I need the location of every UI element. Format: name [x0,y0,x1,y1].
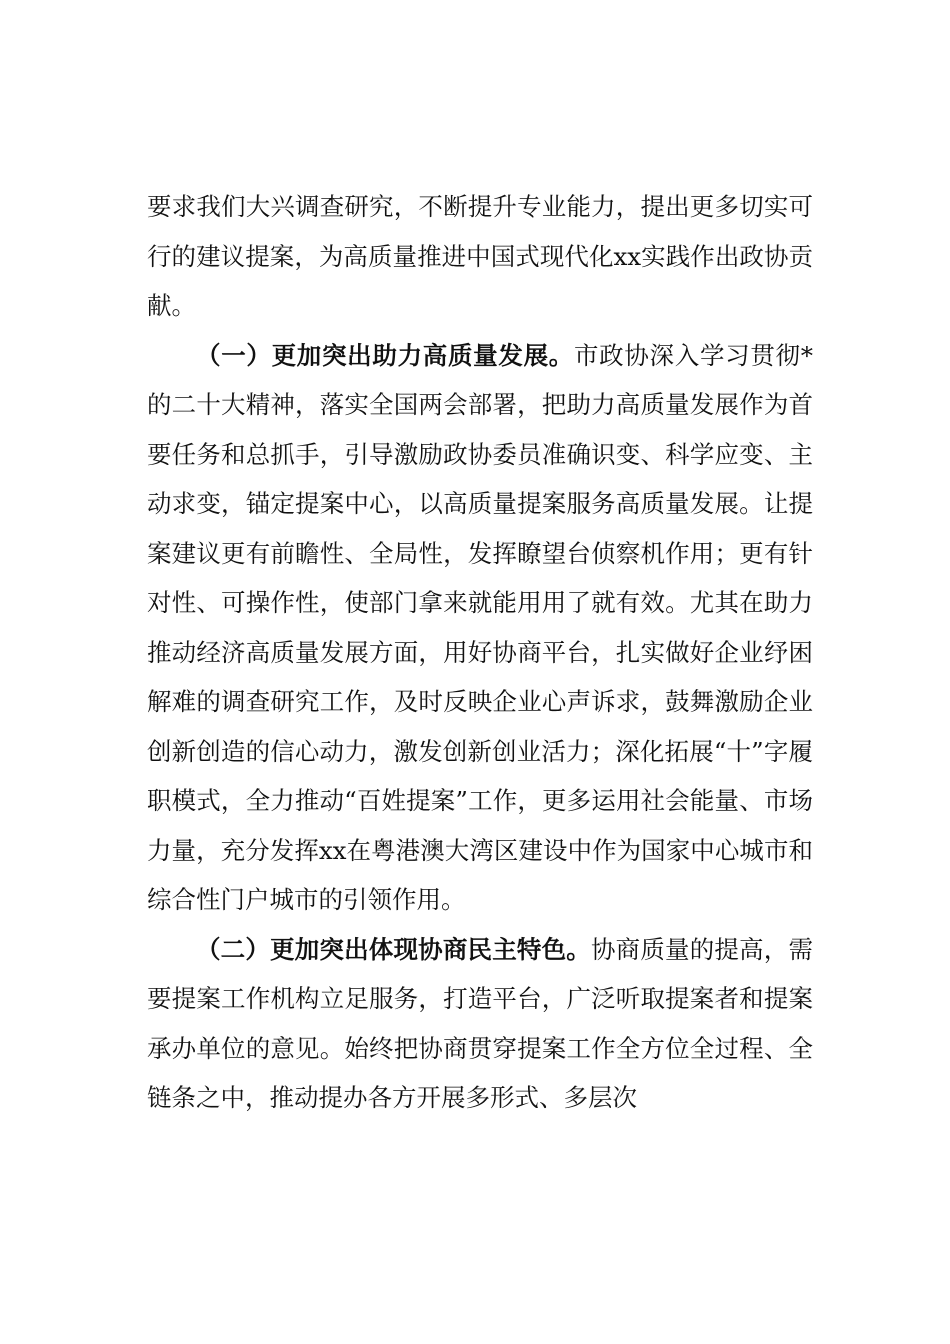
paragraph-text: 协商质量的提高，需要提案工作机构立足服务，打造平台，广泛听取提案者和提案承办单位的意见。始终把协商贯穿提案工作全方位全过程、全链条之中，推动提办各方开展多形式、多层次 [147,934,813,1112]
paragraph-section-one [147,331,813,925]
document-body [147,182,813,1123]
paragraph-text: 市政协深入学习贯彻*的二十大精神，落实全国两会部署，把助力高质量发展作为首要任务和总抓手，引导激励政协委员准确识变、科学应变、主动求变，锚定提案中心，以高质量提案服务高质量发展。让提案建议更有前瞻性、全局性，发挥瞭望台侦察机作用；更有针对性、可操作性，使部门拿来就能用用了就有效。尤其在助力推动经济高质量发展方面，用好协商平台，扎实做好企业纾困解难的调查研究工作，及时反映企业心声诉求，鼓舞激励企业创新创造的信心动力，激发创新创业活力；深化拓展“十”字履职模式，全力推动“百姓提案”工作，更多运用社会能量、市场力量，充分发挥xx在粤港澳大湾区建设中作为国家中心城市和综合性门户城市的引领作用。 [147,340,813,914]
paragraph-section-two [147,925,813,1123]
paragraph-text: 要求我们大兴调查研究，不断提升专业能力，提出更多切实可行的建议提案，为高质量推进中国式现代化xx实践作出政协贡献。 [147,192,813,320]
section-heading: （二）更加突出体现协商民主特色。 [196,934,591,964]
section-heading: （一）更加突出助力高质量发展。 [196,340,574,370]
paragraph-continuation [147,182,813,331]
